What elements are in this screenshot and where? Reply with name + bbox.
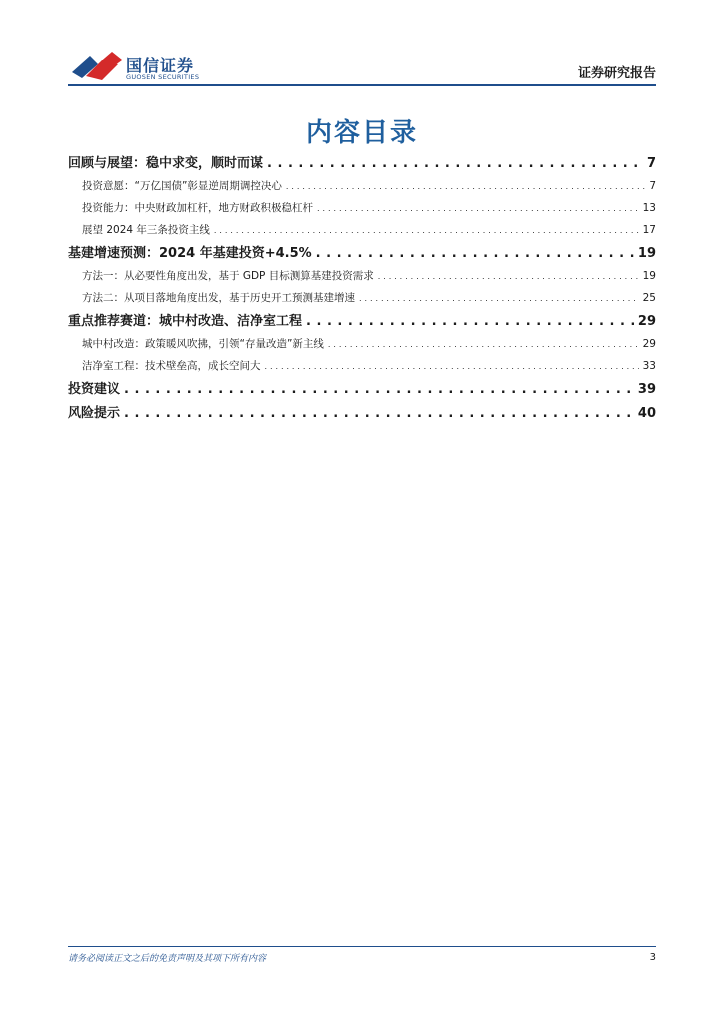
toc-leader-dots xyxy=(286,182,645,191)
toc-entry-page: 13 xyxy=(642,202,656,214)
toc-entry-page: 29 xyxy=(642,338,656,350)
toc-entry-text: 重点推荐赛道：城中村改造、洁净室工程 xyxy=(68,314,303,329)
toc-leader-dots xyxy=(359,294,639,303)
report-type-label: 证券研究报告 xyxy=(577,66,656,81)
toc-entry-level2[interactable] xyxy=(68,358,656,373)
toc-leader-dots xyxy=(316,246,634,261)
toc-leader-dots xyxy=(124,406,634,421)
page-header xyxy=(68,50,656,86)
toc-entry-text: 方法二：从项目落地角度出发，基于历史开工预测基建增速 xyxy=(82,292,355,304)
toc-leader-dots xyxy=(306,314,634,329)
toc-entry-page: 7 xyxy=(646,156,656,171)
toc-leader-dots xyxy=(317,204,639,213)
logo-text-en: GUOSEN SECURITIES xyxy=(126,73,200,81)
toc-entry-level2[interactable] xyxy=(68,178,656,193)
logo-text-cn: 国信证券 xyxy=(126,56,195,75)
toc-entry-level2[interactable] xyxy=(68,268,656,283)
toc-leader-dots xyxy=(124,382,634,397)
toc-entry-text: 投资意愿：“万亿国债”彰显逆周期调控决心 xyxy=(82,180,282,192)
toc-leader-dots xyxy=(378,272,639,281)
toc-entry-level1[interactable] xyxy=(68,402,656,421)
toc-entry-text: 展望 2024 年三条投资主线 xyxy=(82,224,210,236)
toc-leader-dots xyxy=(267,156,643,171)
toc-entry-level2[interactable] xyxy=(68,200,656,215)
footer-divider xyxy=(68,946,656,947)
toc-entry-level1[interactable] xyxy=(68,378,656,397)
logo-mark-icon xyxy=(68,50,124,84)
page-number: 3 xyxy=(649,952,656,963)
toc-entry-text: 风险提示 xyxy=(68,406,121,421)
toc-entry-text: 投资建议 xyxy=(68,382,121,397)
header-divider xyxy=(68,84,656,86)
footer-disclaimer: 请务必阅读正文之后的免责声明及其项下所有内容 xyxy=(68,954,267,964)
guosen-logo xyxy=(68,50,218,84)
toc-entry-page: 17 xyxy=(642,224,656,236)
toc-entry-page: 40 xyxy=(637,406,656,421)
toc-entry-page: 39 xyxy=(637,382,656,397)
toc-entry-level2[interactable] xyxy=(68,222,656,237)
toc-entry-page: 33 xyxy=(642,360,656,372)
toc-entry-level2[interactable] xyxy=(68,290,656,305)
toc-entry-level1[interactable] xyxy=(68,152,656,171)
toc-entry-text: 基建增速预测：2024 年基建投资+4.5% xyxy=(68,246,312,261)
toc-entry-level2[interactable] xyxy=(68,336,656,351)
toc-leader-dots xyxy=(265,362,639,371)
toc-entry-text: 方法一：从必要性角度出发，基于 GDP 目标测算基建投资需求 xyxy=(82,270,374,282)
toc-entry-page: 19 xyxy=(637,246,656,261)
toc-leader-dots xyxy=(328,340,639,349)
toc-entry-page: 19 xyxy=(642,270,656,282)
toc-entry-level1[interactable] xyxy=(68,242,656,261)
toc-entry-text: 洁净室工程：技术壁垒高，成长空间大 xyxy=(82,360,261,372)
toc-entry-page: 25 xyxy=(642,292,656,304)
toc-entry-text: 城中村改造：政策暖风吹拂，引领“存量改造”新主线 xyxy=(82,338,324,350)
toc-entry-level1[interactable] xyxy=(68,310,656,329)
toc-entry-page: 29 xyxy=(637,314,656,329)
toc-entry-page: 7 xyxy=(649,180,656,192)
toc-title: 内容目录 xyxy=(305,118,418,148)
toc-entry-text: 投资能力：中央财政加杠杆，地方财政积极稳杠杆 xyxy=(82,202,313,214)
toc-leader-dots xyxy=(214,226,639,235)
toc-entry-text: 回顾与展望：稳中求变，顺时而谋 xyxy=(68,156,264,171)
